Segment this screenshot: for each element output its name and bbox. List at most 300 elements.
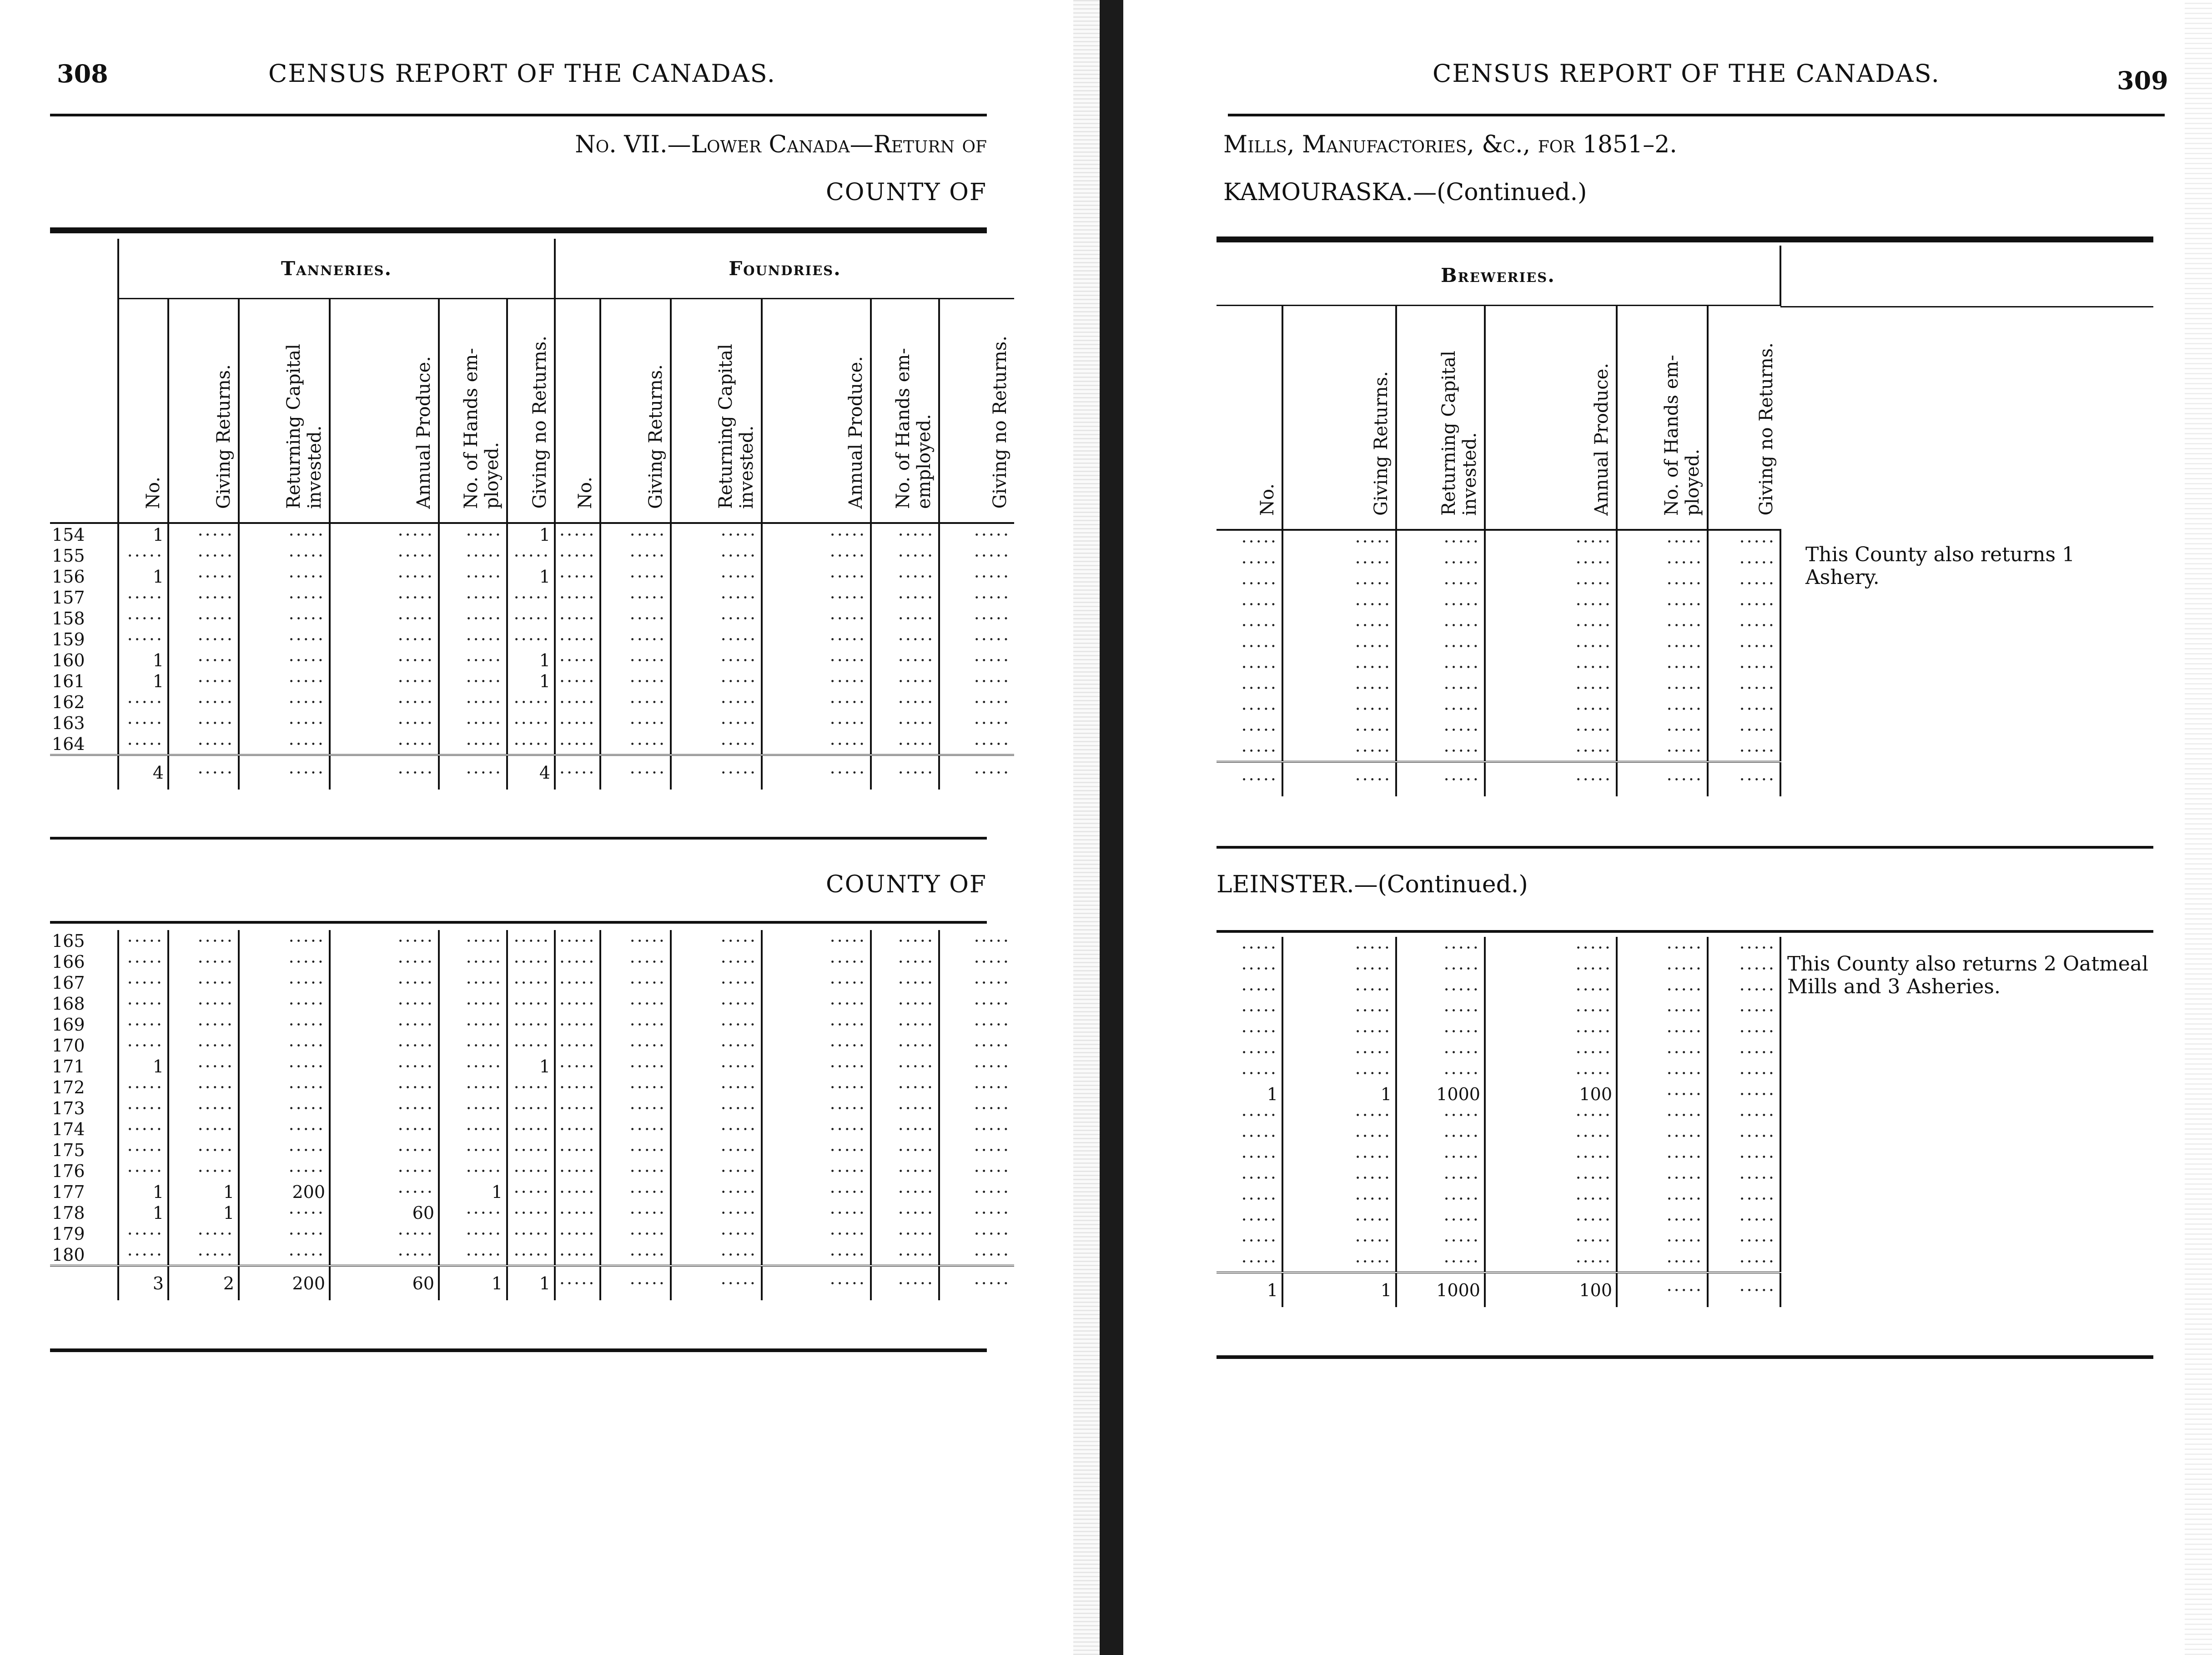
dot-leader: ····· xyxy=(898,546,935,566)
dot-leader: ····· xyxy=(898,931,935,951)
dot-leader: ····· xyxy=(720,1015,757,1035)
table-cell xyxy=(1282,677,1396,698)
dot-leader: ····· xyxy=(513,1036,550,1056)
dot-leader: ····· xyxy=(1355,741,1392,761)
dot-leader: ····· xyxy=(127,734,164,754)
table-row xyxy=(1217,573,1780,594)
table-cell xyxy=(439,545,507,566)
table-cell xyxy=(1282,719,1396,740)
table-cell xyxy=(239,566,330,587)
dot-leader: ····· xyxy=(1739,1210,1776,1230)
table-cell: 1 xyxy=(507,1266,555,1300)
table-cell xyxy=(671,1035,762,1056)
table-cell xyxy=(507,733,555,755)
table-cell xyxy=(555,670,600,691)
column-header xyxy=(507,299,555,523)
table-title: Mills, Manufactories, &c., for 1851–2. xyxy=(1223,131,1677,158)
table-cell xyxy=(1617,1125,1708,1146)
dot-leader: ····· xyxy=(397,1056,434,1077)
dot-leader: ····· xyxy=(720,588,758,608)
dot-leader: ····· xyxy=(1575,1231,1612,1251)
row-number: 155 xyxy=(50,545,118,566)
table-cell xyxy=(1485,740,1617,762)
table-cell xyxy=(1217,979,1282,1000)
dot-leader: ····· xyxy=(1575,1189,1612,1209)
table-cell xyxy=(871,608,939,629)
table-cell xyxy=(762,545,871,566)
dot-leader: ····· xyxy=(830,671,867,691)
row-number: 157 xyxy=(50,587,118,608)
dot-leader: ····· xyxy=(629,1077,666,1097)
dot-leader: ····· xyxy=(288,1161,325,1181)
dot-leader: ····· xyxy=(1355,1126,1392,1146)
dot-leader: ····· xyxy=(513,713,551,733)
table-cell xyxy=(762,1097,871,1118)
dot-leader: ····· xyxy=(898,609,935,629)
total-row xyxy=(50,755,1014,790)
dot-leader: ····· xyxy=(974,692,1011,712)
table-cell xyxy=(1485,614,1617,635)
table-cell xyxy=(1485,530,1617,552)
table-cell: 1 xyxy=(118,523,168,545)
dot-leader: ····· xyxy=(1355,1105,1392,1125)
table-cell xyxy=(671,691,762,712)
table-cell xyxy=(239,951,330,972)
table-cell xyxy=(1617,1083,1708,1104)
table-cell xyxy=(600,1202,671,1223)
dot-leader: ····· xyxy=(1739,938,1776,958)
dot-leader: ····· xyxy=(1443,532,1480,552)
table-cell xyxy=(671,1160,762,1181)
dot-leader: ····· xyxy=(197,1140,234,1160)
column-header-label: Annual Produce. xyxy=(1591,363,1612,516)
table-cell xyxy=(118,1160,168,1181)
row-number: 164 xyxy=(50,733,118,755)
county-heading-1: COUNTY OF xyxy=(826,179,987,206)
table-cell xyxy=(330,587,439,608)
table-cell xyxy=(168,608,239,629)
dot-leader: ····· xyxy=(720,1140,757,1160)
table-cell xyxy=(671,1181,762,1202)
table-cell xyxy=(1708,1167,1780,1188)
table-cell xyxy=(1282,530,1396,552)
table-cell xyxy=(939,1244,1014,1266)
dot-leader: ····· xyxy=(513,1182,550,1202)
dot-leader: ····· xyxy=(629,1015,666,1035)
table-cell xyxy=(507,1139,555,1160)
dot-leader: ····· xyxy=(629,650,667,670)
dot-leader: ····· xyxy=(1443,1231,1480,1251)
dot-leader: ····· xyxy=(1355,1001,1392,1021)
table-cell xyxy=(330,733,439,755)
column-header-label: Annual Produce. xyxy=(413,356,434,509)
table-cell xyxy=(600,1035,671,1056)
table-cell xyxy=(439,523,507,545)
dot-leader: ····· xyxy=(513,734,551,754)
table-cell xyxy=(507,930,555,951)
table-cell xyxy=(555,1266,600,1300)
table-row xyxy=(50,951,1014,972)
binding-spine xyxy=(1100,0,1123,1655)
dot-leader: ····· xyxy=(720,973,757,993)
dot-leader: ····· xyxy=(1443,770,1480,790)
dot-leader: ····· xyxy=(1241,980,1278,1000)
table-cell xyxy=(168,755,239,790)
table-cell xyxy=(118,951,168,972)
table-cell xyxy=(1217,552,1282,573)
table-cell xyxy=(1708,979,1780,1000)
dot-leader: ····· xyxy=(974,713,1011,733)
total-row xyxy=(1217,1273,1780,1307)
table-cell xyxy=(671,1056,762,1077)
table-cell xyxy=(600,1056,671,1077)
dot-leader: ····· xyxy=(197,952,234,972)
table-cell xyxy=(1396,1041,1485,1062)
dot-leader: ····· xyxy=(559,994,596,1014)
table-cell xyxy=(118,1223,168,1244)
dot-leader: ····· xyxy=(830,1077,866,1097)
dot-leader: ····· xyxy=(559,713,596,733)
dot-leader: ····· xyxy=(1666,699,1703,719)
table-cell xyxy=(439,733,507,755)
table-cell xyxy=(671,1266,762,1300)
table-cell xyxy=(507,691,555,712)
dot-leader: ····· xyxy=(974,671,1011,691)
dot-leader: ····· xyxy=(974,1224,1010,1244)
table-cell xyxy=(1617,762,1708,796)
table-cell xyxy=(1708,594,1780,614)
table-cell xyxy=(1282,1251,1396,1273)
dot-leader: ····· xyxy=(1739,1063,1776,1083)
dot-leader: ····· xyxy=(466,713,503,733)
dot-leader: ····· xyxy=(830,1140,866,1160)
dot-leader: ····· xyxy=(1739,1126,1776,1146)
table-cell xyxy=(1396,937,1485,958)
dot-leader: ····· xyxy=(629,1273,666,1293)
dot-leader: ····· xyxy=(197,567,234,587)
table-cell xyxy=(939,1118,1014,1139)
table-cell xyxy=(1396,1125,1485,1146)
table-cell xyxy=(439,755,507,790)
county-heading-2: LEINSTER.—(Continued.) xyxy=(1217,871,1528,898)
dot-leader: ····· xyxy=(559,588,596,608)
dot-leader: ····· xyxy=(1241,720,1278,740)
table-cell xyxy=(330,951,439,972)
dot-leader: ····· xyxy=(629,629,667,649)
group-foundries: Foundries. xyxy=(555,239,1014,299)
dot-leader: ····· xyxy=(513,1015,550,1035)
table-cell xyxy=(939,1035,1014,1056)
dot-leader: ····· xyxy=(127,629,164,649)
table-cell xyxy=(439,712,507,733)
dot-leader: ····· xyxy=(1666,1126,1703,1146)
dot-leader: ····· xyxy=(1575,615,1612,635)
dot-leader: ····· xyxy=(197,671,234,691)
dot-leader: ····· xyxy=(559,1077,596,1097)
table-cell xyxy=(871,1244,939,1266)
column-header xyxy=(1396,306,1485,530)
dot-leader: ····· xyxy=(559,973,596,993)
table-row xyxy=(1217,552,1780,573)
section-1-bottom-rule xyxy=(1217,846,2153,849)
dot-leader: ····· xyxy=(559,525,596,545)
table-cell xyxy=(1617,1188,1708,1209)
table-cell xyxy=(439,649,507,670)
table-cell xyxy=(1485,762,1617,796)
table-cell xyxy=(871,1118,939,1139)
dot-leader: ····· xyxy=(466,1036,503,1056)
column-header xyxy=(1708,306,1780,530)
table-cell xyxy=(1282,635,1396,656)
table-cell xyxy=(871,1139,939,1160)
dot-leader: ····· xyxy=(559,1245,596,1265)
table-cell xyxy=(1485,1209,1617,1230)
table-cell xyxy=(1217,1146,1282,1167)
table-cell xyxy=(1396,552,1485,573)
table-cell xyxy=(1708,1188,1780,1209)
total-row xyxy=(1217,762,1780,796)
table-cell xyxy=(871,691,939,712)
table-cell xyxy=(762,1181,871,1202)
table-cell xyxy=(871,1077,939,1097)
dot-leader: ····· xyxy=(1739,1280,1776,1300)
table-cell xyxy=(871,951,939,972)
table-cell: 1 xyxy=(118,1181,168,1202)
table-row xyxy=(50,608,1014,629)
table-cell xyxy=(600,972,671,993)
dot-leader: ····· xyxy=(830,525,867,545)
dot-leader: ····· xyxy=(127,994,164,1014)
table-cell: 1 xyxy=(168,1202,239,1223)
dot-leader: ····· xyxy=(974,1140,1010,1160)
dot-leader: ····· xyxy=(629,734,667,754)
total-label xyxy=(50,1266,118,1300)
dot-leader: ····· xyxy=(197,994,234,1014)
table-cell xyxy=(1282,573,1396,594)
dot-leader: ····· xyxy=(629,1203,666,1223)
dot-leader: ····· xyxy=(513,1077,550,1097)
dot-leader: ····· xyxy=(629,763,667,783)
column-header xyxy=(600,299,671,523)
table-cell xyxy=(1485,677,1617,698)
table-cell xyxy=(1217,698,1282,719)
table-cell xyxy=(439,1244,507,1266)
dot-leader: ····· xyxy=(974,1056,1010,1077)
table-cell xyxy=(871,566,939,587)
dot-leader: ····· xyxy=(830,629,867,649)
dot-leader: ····· xyxy=(898,1119,935,1139)
table-cell xyxy=(507,712,555,733)
table-cell xyxy=(600,1077,671,1097)
table-cell xyxy=(555,523,600,545)
dot-leader: ····· xyxy=(1575,699,1612,719)
dot-leader: ····· xyxy=(1443,699,1480,719)
dot-leader: ····· xyxy=(1739,1168,1776,1188)
dot-leader: ····· xyxy=(466,931,503,951)
dot-leader: ····· xyxy=(1241,636,1278,656)
table-cell xyxy=(507,1181,555,1202)
dot-leader: ····· xyxy=(1739,1084,1776,1104)
table-cell xyxy=(168,587,239,608)
table-cell xyxy=(168,523,239,545)
dot-leader: ····· xyxy=(466,1161,503,1181)
dot-leader: ····· xyxy=(1666,1252,1703,1272)
dot-leader: ····· xyxy=(197,1015,234,1035)
table-cell xyxy=(1282,937,1396,958)
table-cell xyxy=(507,1097,555,1118)
table-cell xyxy=(330,1139,439,1160)
dot-leader: ····· xyxy=(1739,594,1776,614)
table-cell xyxy=(1485,594,1617,614)
dot-leader: ····· xyxy=(1575,594,1612,614)
table-cell xyxy=(1617,740,1708,762)
dot-leader: ····· xyxy=(1241,1063,1278,1083)
table-row xyxy=(1217,1041,1780,1062)
table-cell xyxy=(1617,719,1708,740)
dot-leader: ····· xyxy=(1575,1001,1612,1021)
table-cell xyxy=(600,1097,671,1118)
dot-leader: ····· xyxy=(720,1036,757,1056)
table-cell: 100 xyxy=(1485,1083,1617,1104)
dot-leader: ····· xyxy=(1666,1021,1703,1041)
table-cell xyxy=(1396,1000,1485,1021)
row-number: 174 xyxy=(50,1118,118,1139)
dot-leader: ····· xyxy=(1575,720,1612,740)
table-cell xyxy=(1217,719,1282,740)
dot-leader: ····· xyxy=(288,1036,325,1056)
table-cell xyxy=(1617,698,1708,719)
table-cell xyxy=(118,1014,168,1035)
table-row xyxy=(50,1014,1014,1035)
dot-leader: ····· xyxy=(397,952,434,972)
dot-leader: ····· xyxy=(1575,1210,1612,1230)
dot-leader: ····· xyxy=(1241,741,1278,761)
dot-leader: ····· xyxy=(197,692,234,712)
table-cell xyxy=(1282,1209,1396,1230)
table-cell: 1 xyxy=(118,566,168,587)
dot-leader: ····· xyxy=(1443,594,1480,614)
table-cell xyxy=(1617,1167,1708,1188)
dot-leader: ····· xyxy=(466,588,503,608)
dot-leader: ····· xyxy=(559,629,596,649)
group-breweries: Breweries. xyxy=(1217,246,1780,306)
table-cell xyxy=(330,670,439,691)
column-header-label: Giving no Returns. xyxy=(1756,342,1777,516)
table-cell xyxy=(600,930,671,951)
table-cell xyxy=(1282,552,1396,573)
table-cell xyxy=(239,1160,330,1181)
dot-leader: ····· xyxy=(1739,573,1776,594)
row-number: 172 xyxy=(50,1077,118,1097)
table-cell xyxy=(1217,677,1282,698)
dot-leader: ····· xyxy=(1666,532,1703,552)
table-cell xyxy=(1617,1000,1708,1021)
row-number: 160 xyxy=(50,649,118,670)
table-row xyxy=(50,1223,1014,1244)
table-cell xyxy=(168,972,239,993)
column-header xyxy=(439,299,507,523)
dot-leader: ····· xyxy=(559,1203,596,1223)
table-cell xyxy=(507,1160,555,1181)
table-cell xyxy=(600,629,671,649)
dot-leader: ····· xyxy=(974,609,1011,629)
table-cell xyxy=(1282,740,1396,762)
dot-leader: ····· xyxy=(397,692,434,712)
table-cell xyxy=(1708,635,1780,656)
returns-table-section-2 xyxy=(50,930,1014,1300)
table-cell xyxy=(239,733,330,755)
dot-leader: ····· xyxy=(559,734,596,754)
dot-leader: ····· xyxy=(1666,1001,1703,1021)
column-header xyxy=(168,299,239,523)
dot-leader: ····· xyxy=(830,1098,866,1118)
table-row xyxy=(50,1181,1014,1202)
table-cell xyxy=(118,1077,168,1097)
table-cell xyxy=(939,993,1014,1014)
table-cell xyxy=(118,545,168,566)
table-cell xyxy=(507,545,555,566)
row-number: 168 xyxy=(50,993,118,1014)
table-cell xyxy=(555,1181,600,1202)
column-header xyxy=(871,299,939,523)
dot-leader: ····· xyxy=(466,1015,503,1035)
dot-leader: ····· xyxy=(1575,1126,1612,1146)
table-cell xyxy=(762,712,871,733)
dot-leader: ····· xyxy=(830,567,867,587)
breweries-table-section-1 xyxy=(1217,246,1781,796)
table-cell xyxy=(439,972,507,993)
dot-leader: ····· xyxy=(1241,573,1278,594)
table-cell xyxy=(1217,1251,1282,1273)
table-cell xyxy=(239,712,330,733)
dot-leader: ····· xyxy=(720,546,758,566)
dot-leader: ····· xyxy=(974,1245,1010,1265)
dot-leader: ····· xyxy=(127,1015,164,1035)
dot-leader: ····· xyxy=(397,1140,434,1160)
dot-leader: ····· xyxy=(1443,1210,1480,1230)
table-cell xyxy=(439,1139,507,1160)
table-cell xyxy=(871,587,939,608)
table-cell xyxy=(1217,1167,1282,1188)
table-cell xyxy=(871,1202,939,1223)
table-row xyxy=(1217,1209,1780,1230)
right-page xyxy=(1123,0,2212,1655)
table-row xyxy=(50,629,1014,649)
table-cell xyxy=(762,649,871,670)
table-cell xyxy=(555,1056,600,1077)
row-number: 162 xyxy=(50,691,118,712)
table-cell xyxy=(1396,979,1485,1000)
table-cell xyxy=(1282,1230,1396,1251)
dot-leader: ····· xyxy=(288,973,325,993)
table-cell xyxy=(1617,552,1708,573)
dot-leader: ····· xyxy=(1666,1105,1703,1125)
table-cell xyxy=(1617,1230,1708,1251)
table-cell xyxy=(600,523,671,545)
dot-leader: ····· xyxy=(1355,657,1392,677)
table-cell xyxy=(871,1014,939,1035)
dot-leader: ····· xyxy=(1241,1168,1278,1188)
table-cell xyxy=(600,1014,671,1035)
dot-leader: ····· xyxy=(127,692,164,712)
table-cell xyxy=(330,1244,439,1266)
table-cell xyxy=(871,1056,939,1077)
table-cell xyxy=(439,1056,507,1077)
table-row xyxy=(1217,1000,1780,1021)
dot-leader: ····· xyxy=(397,525,434,545)
table-row xyxy=(1217,1062,1780,1083)
table-cell xyxy=(939,951,1014,972)
